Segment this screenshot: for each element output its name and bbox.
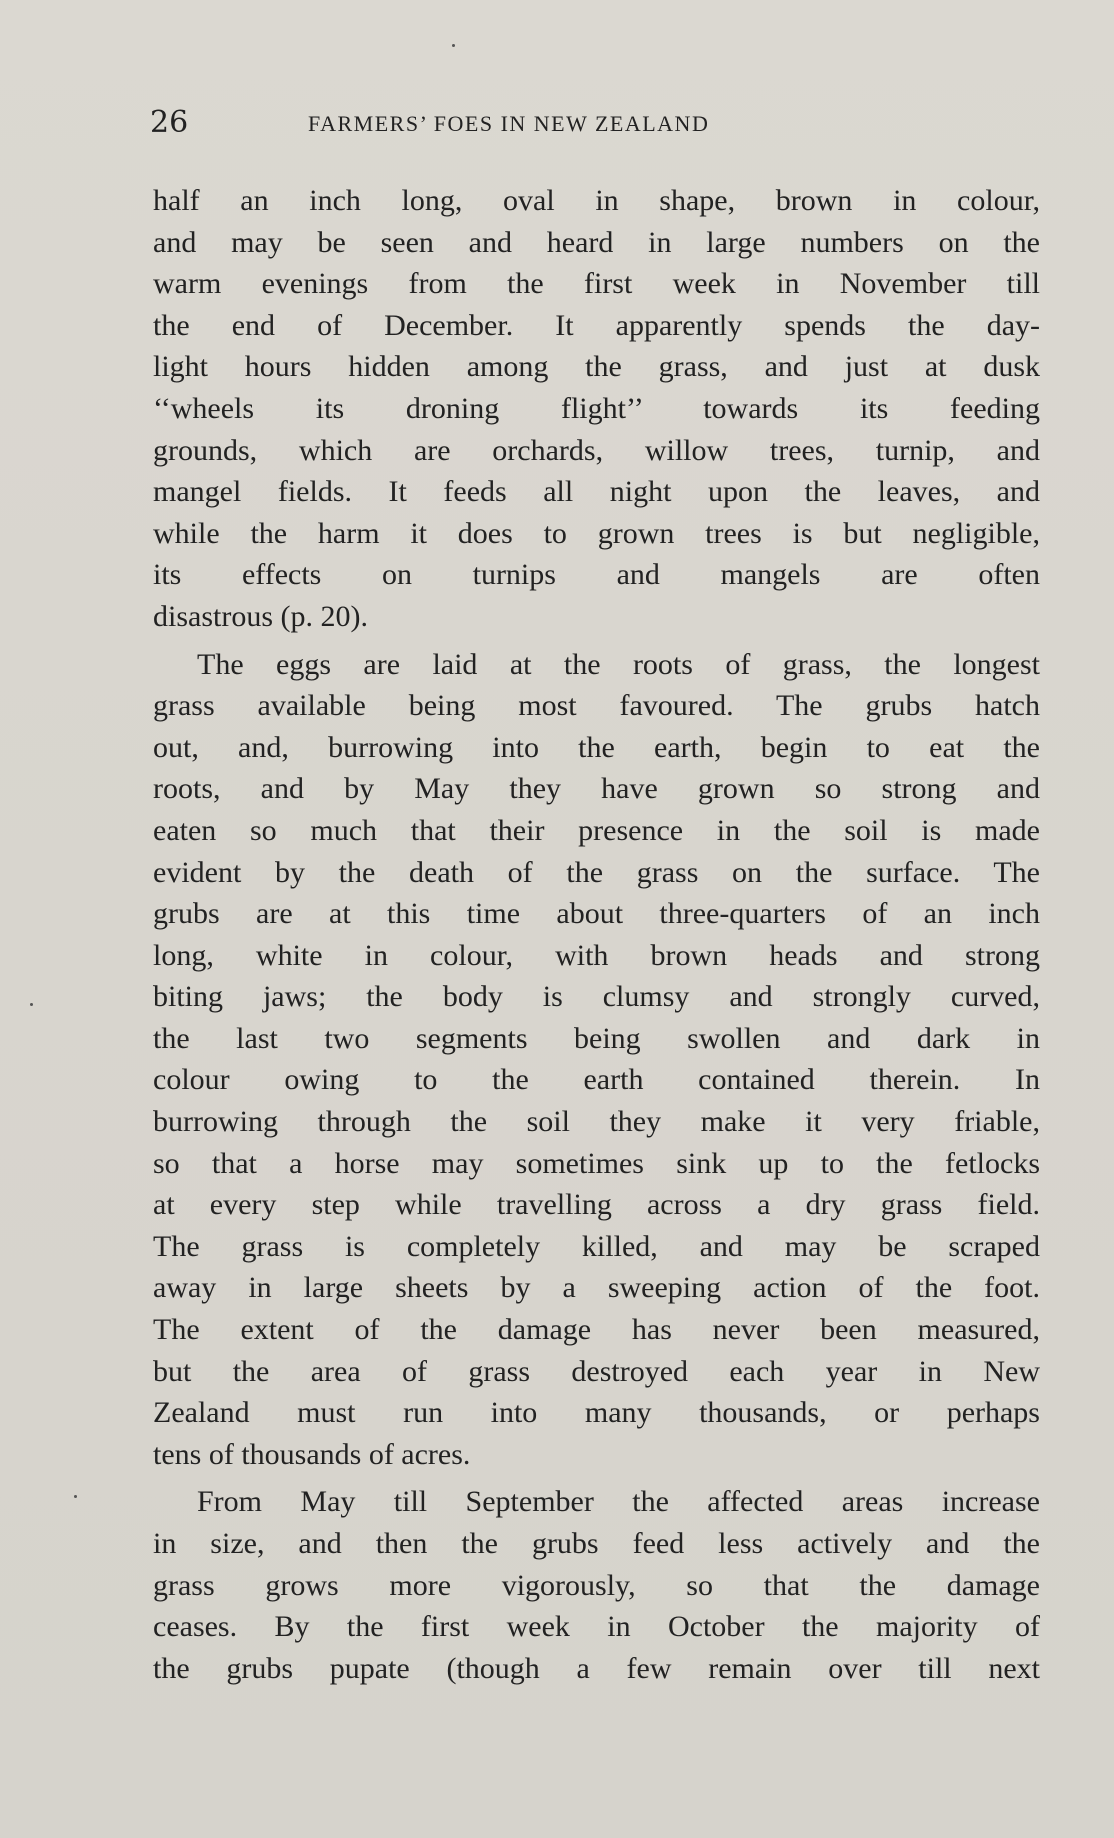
text-line: grubs are at this time about three-quarters of an inch [153, 897, 1040, 931]
text-line: mangel fields. It feeds all night upon the leaves, and [153, 475, 1040, 509]
paragraph-3 [153, 1481, 1040, 1689]
text-line: in size, and then the grubs feed less actively and the [153, 1527, 1040, 1560]
text-line: The grass is completely killed, and may be scraped [153, 1229, 1040, 1263]
text-line: The extent of the damage has never been measured, [153, 1313, 1040, 1347]
paper-speck [452, 44, 455, 47]
page-number: 26 [150, 105, 189, 140]
text-line: ceases. By the first week in October the majority of [153, 1610, 1040, 1644]
text-line: the grubs pupate (though a few remain over till next [153, 1651, 1040, 1685]
text-line: while the harm it does to grown trees is but negligible, [153, 516, 1040, 550]
text-line: From May till September the affected areas increase [197, 1485, 1040, 1519]
text-line: biting jaws; the body is clumsy and strongly curved, [153, 980, 1040, 1014]
text-line: disastrous (p. 20). [153, 599, 368, 633]
text-line: the last two segments being swollen and dark in [153, 1021, 1040, 1055]
paper-speck [30, 1003, 33, 1006]
text-line: grass available being most favoured. The grubs hatch [153, 689, 1040, 723]
text-line: but the area of grass destroyed each year in New [153, 1354, 1040, 1388]
text-line: and may be seen and heard in large numbers on the [153, 225, 1040, 259]
text-line: The eggs are laid at the roots of grass, the longest [197, 647, 1040, 681]
text-line: grass grows more vigorously, so that the damage [153, 1568, 1040, 1602]
text-line: light hours hidden among the grass, and just at dusk [153, 350, 1040, 384]
text-line: so that a horse may sometimes sink up to the fetlocks [153, 1146, 1040, 1180]
text-line: colour owing to the earth contained therein. In [153, 1063, 1040, 1097]
paper-speck [74, 1495, 77, 1498]
text-line: Zealand must run into many thousands, or perhaps [153, 1396, 1040, 1430]
text-line: out, and, burrowing into the earth, begin to eat the [153, 730, 1040, 764]
text-line: burrowing through the soil they make it very friable, [153, 1105, 1040, 1139]
text-line: ‘‘wheels its droning flight’’ towards its feeding [153, 391, 1040, 425]
paragraph-1 [153, 180, 1040, 638]
text-line: grounds, which are orchards, willow trees, turnip, and [153, 433, 1040, 467]
text-line: half an inch long, oval in shape, brown in colour, [153, 184, 1040, 217]
text-line: evident by the death of the grass on the surface. The [153, 855, 1040, 889]
running-head: FARMERS’ FOES IN NEW ZEALAND [308, 111, 710, 136]
text-line: away in large sheets by a sweeping action of the foot. [153, 1271, 1040, 1305]
text-line: at every step while travelling across a dry grass field. [153, 1188, 1040, 1222]
text-line: tens of thousands of acres. [153, 1437, 471, 1471]
page-header [150, 105, 1050, 145]
body-text [153, 180, 1040, 1689]
text-line: the end of December. It apparently spends the day- [153, 308, 1040, 342]
text-line: its effects on turnips and mangels are often [153, 558, 1040, 592]
paragraph-2 [153, 644, 1040, 1476]
text-line: warm evenings from the first week in November till [153, 267, 1040, 301]
text-line: roots, and by May they have grown so strong and [153, 772, 1040, 806]
text-line: long, white in colour, with brown heads and strong [153, 938, 1040, 972]
text-line: eaten so much that their presence in the soil is made [153, 813, 1040, 847]
